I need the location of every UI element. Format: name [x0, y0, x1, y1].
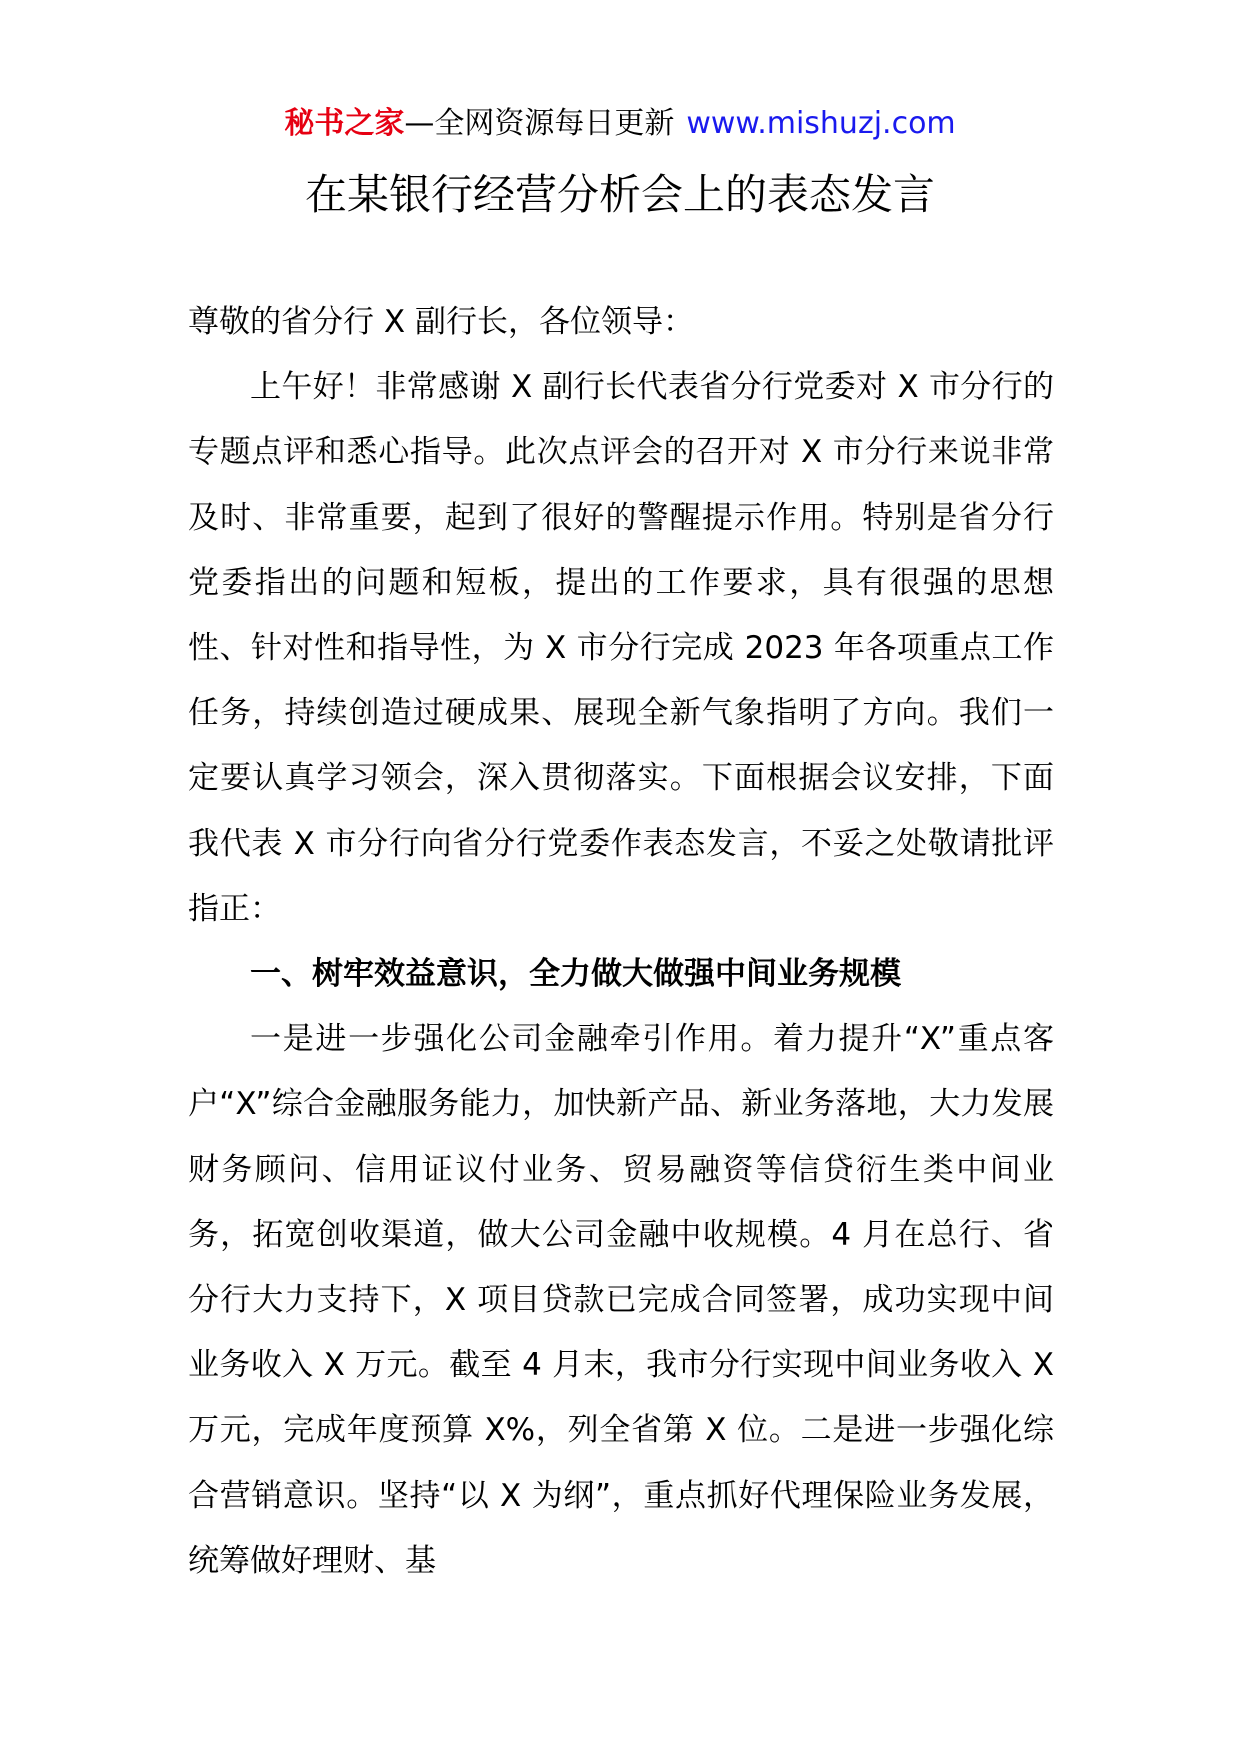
site-slogan: —全网资源每日更新: [404, 106, 675, 141]
paragraph-section-1: 一是进一步强化公司金融牵引作用。着力提升“X”重点客户“X”综合金融服务能力，加快新产品、新业务落地，大力发展财务顾问、信用证议付业务、贸易融资等信贷衍生类中间业务，拓宽创收渠道，做大公司金融中收规模。4 月在总行、省分行大力支持下，X 项目贷款已完成合同签署，成功实现中间业务收入 X 万元。截至 4 月末，我市分行实现中间业务收入 X 万元，完成年度预算 X%，列全省第 X 位。二是进一步强化综合营销意识。坚持“以 X 为纲”，重点抓好代理保险业务发展，统筹做好理财、基: [188, 1021, 1054, 1579]
salutation: 尊敬的省分行 X 副行长，各位领导：: [188, 304, 694, 340]
section-heading: 一、树牢效益意识，全力做大做强中间业务规模: [250, 956, 901, 993]
site-header: [0, 102, 1240, 146]
site-url-link[interactable]: www.mishuzj.com: [686, 106, 956, 141]
document-title: 在某银行经营分析会上的表态发言: [304, 170, 935, 219]
document-body: [188, 290, 1054, 1594]
paragraph-opening: 上午好！非常感谢 X 副行长代表省分行党委对 X 市分行的专题点评和悉心指导。此次点评会的召开对 X 市分行来说非常及时、非常重要，起到了很好的警醒提示作用。特别是省分行党委指出的问题和短板，提出的工作要求，具有很强的思想性、针对性和指导性，为 X 市分行完成 2023 年各项重点工作任务，持续创造过硬成果、展现全新气象指明了方向。我们一定要认真学习领会，深入贯彻落实。下面根据会议安排，下面我代表 X 市分行向省分行党委作表态发言，不妥之处敬请批评指正：: [188, 369, 1054, 927]
brand-name: 秘书之家: [284, 106, 405, 141]
